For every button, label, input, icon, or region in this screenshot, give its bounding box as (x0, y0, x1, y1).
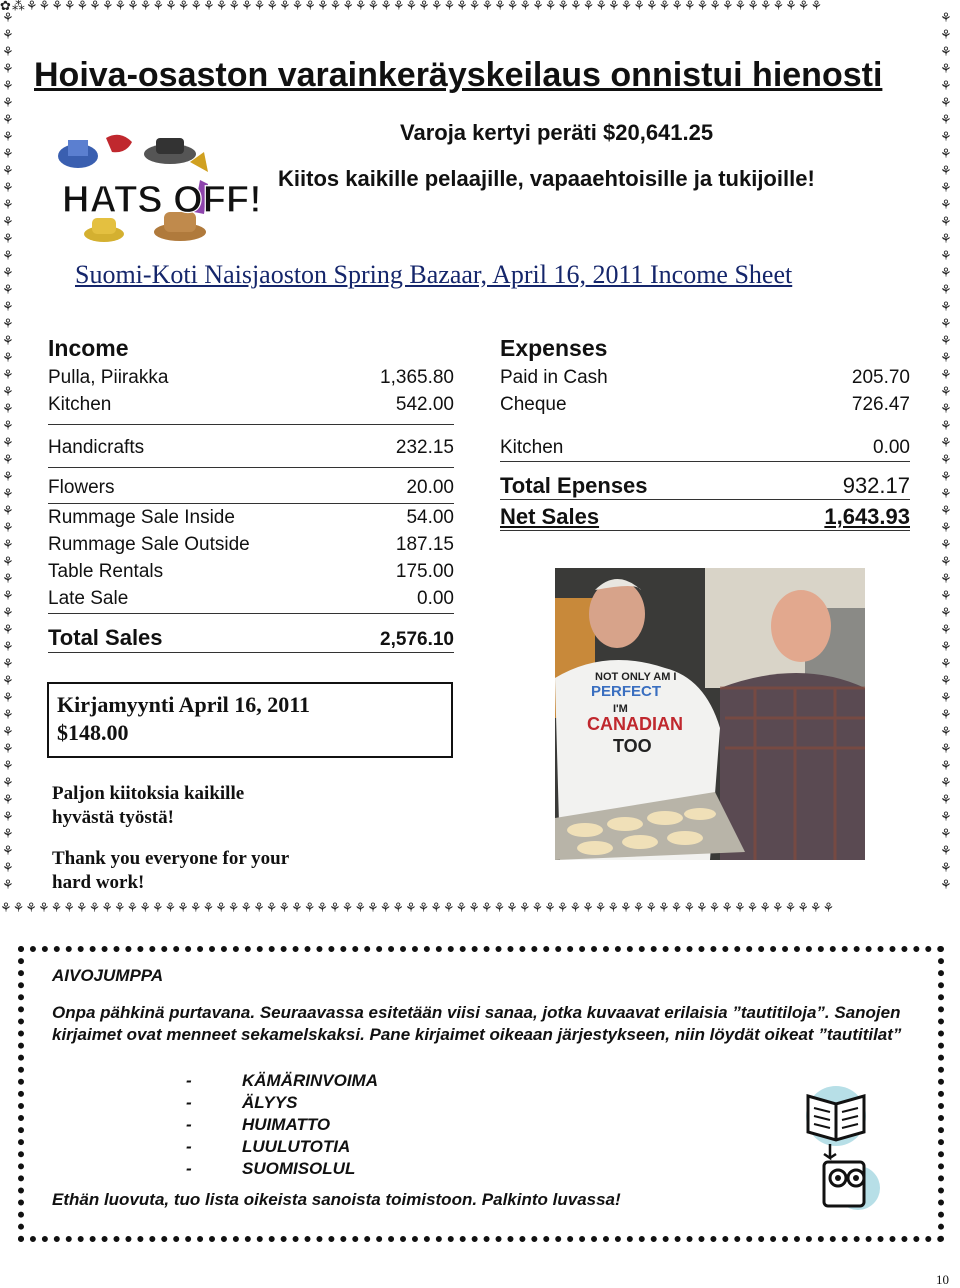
expense-row (500, 437, 910, 462)
vine-border-bottom: ⚘⚘⚘⚘⚘⚘⚘⚘⚘⚘⚘⚘⚘⚘⚘⚘⚘⚘⚘⚘⚘⚘⚘⚘⚘⚘⚘⚘⚘⚘⚘⚘⚘⚘⚘⚘⚘⚘⚘⚘⚘⚘⚘⚘⚘⚘⚘⚘⚘⚘⚘⚘⚘⚘⚘⚘⚘⚘⚘⚘⚘⚘⚘⚘⚘⚘ (0, 901, 836, 916)
net-sales-label: Net Sales (500, 504, 600, 529)
net-sales-value: 1,643.93 (824, 504, 910, 529)
book-sale-amount: $148.00 (57, 720, 129, 745)
hats-off-logo-icon (50, 132, 262, 246)
income-label: Rummage Sale Inside (48, 507, 235, 528)
income-value: 232.15 (395, 437, 454, 458)
total-expenses-row (500, 473, 910, 500)
funds-raised-text: Varoja kertyi peräti $20,641.25 (400, 120, 714, 145)
scrambled-word-text: ÄLYYS (242, 1093, 298, 1112)
book-sale-title: Kirjamyynti April 16, 2011 (57, 692, 310, 717)
income-value: 0.00 (417, 588, 454, 609)
vine-border-right: ⚘⚘⚘⚘⚘⚘⚘⚘⚘⚘⚘⚘⚘⚘⚘⚘⚘⚘⚘⚘⚘⚘⚘⚘⚘⚘⚘⚘⚘⚘⚘⚘⚘⚘⚘⚘⚘⚘⚘⚘⚘⚘⚘⚘⚘⚘⚘⚘⚘⚘⚘⚘ (940, 11, 952, 893)
reader-icon (800, 1082, 882, 1210)
brain-teaser-closing: Ethän luovuta, tuo lista oikeista sanoista toimistoon. Palkinto luvassa! (52, 1190, 621, 1209)
income-sheet-title: Suomi-Koti Naisjaoston Spring Bazaar, April 16, 2011 Income Sheet (75, 260, 793, 289)
income-row (48, 561, 454, 583)
scrambled-word-text: HUIMATTO (242, 1115, 331, 1134)
expense-value: 205.70 (851, 367, 910, 388)
income-value: 1,365.80 (380, 367, 454, 388)
income-label: Kitchen (48, 394, 112, 415)
scrambled-word-text: SUOMISOLUL (242, 1159, 356, 1178)
thanks-note-finnish-line2: hyvästä työstä! (52, 807, 174, 828)
income-row (48, 437, 454, 468)
income-value: 542.00 (395, 394, 454, 415)
scrambled-word: - KÄMÄRINVOIMA (186, 1071, 378, 1090)
expenses-heading: Expenses (500, 335, 608, 361)
income-label: Handicrafts (48, 437, 145, 458)
income-row (48, 477, 454, 504)
logo-text: HATS OFF! (62, 179, 262, 221)
headline: Hoiva-osaston varainkeräyskeilaus onnistui hienosti (34, 56, 883, 94)
thanks-note-finnish-line1: Paljon kiitoksia kaikille (52, 783, 245, 804)
income-label: Rummage Sale Outside (48, 534, 250, 555)
income-row (48, 507, 454, 529)
thanks-note-english (52, 847, 289, 895)
expense-label: Cheque (500, 394, 567, 415)
thanks-note-english-line2: hard work! (52, 872, 145, 893)
income-heading: Income (48, 335, 129, 361)
thanks-text: Kiitos kaikille pelaajille, vapaaehtoisille ja tukijoille! (278, 166, 815, 191)
scrambled-words-list (186, 1070, 378, 1180)
shirt-text-4: CANADIAN (587, 714, 683, 734)
brain-teaser-title: AIVOJUMPPA (52, 966, 164, 985)
total-expenses-value: 932.17 (842, 473, 910, 498)
shirt-text-3: I'M (613, 703, 628, 715)
expense-row (500, 394, 910, 416)
vine-border-left: ⚘⚘⚘⚘⚘⚘⚘⚘⚘⚘⚘⚘⚘⚘⚘⚘⚘⚘⚘⚘⚘⚘⚘⚘⚘⚘⚘⚘⚘⚘⚘⚘⚘⚘⚘⚘⚘⚘⚘⚘⚘⚘⚘⚘⚘⚘⚘⚘⚘⚘⚘⚘ (2, 11, 14, 893)
scrambled-word-text: KÄMÄRINVOIMA (242, 1071, 378, 1090)
shirt-text-5: TOO (613, 736, 652, 756)
scrambled-word: - SUOMISOLUL (186, 1159, 356, 1178)
expense-value: 726.47 (851, 394, 910, 415)
income-label: Late Sale (48, 588, 129, 609)
expense-label: Kitchen (500, 437, 564, 458)
scrambled-word: - LUULUTOTIA (186, 1137, 351, 1156)
page-number: 10 (936, 1272, 949, 1287)
scrambled-word: - HUIMATTO (186, 1115, 331, 1134)
thanks-note-english-line1: Thank you everyone for your (52, 848, 290, 869)
income-value: 175.00 (395, 561, 454, 582)
shirt-text-2: PERFECT (591, 683, 662, 700)
total-sales-value: 2,576.10 (380, 629, 454, 650)
income-row (48, 588, 454, 614)
book-sale-box (47, 682, 453, 758)
scrambled-word: - ÄLYYS (186, 1093, 298, 1112)
income-value: 20.00 (406, 477, 454, 498)
net-sales-row (500, 504, 910, 531)
volunteers-photo (555, 568, 865, 860)
total-expenses-label: Total Epenses (500, 473, 648, 498)
vine-border-top: ✿⁂⚘⚘⚘⚘⚘⚘⚘⚘⚘⚘⚘⚘⚘⚘⚘⚘⚘⚘⚘⚘⚘⚘⚘⚘⚘⚘⚘⚘⚘⚘⚘⚘⚘⚘⚘⚘⚘⚘⚘⚘⚘⚘⚘⚘⚘⚘⚘⚘⚘⚘⚘⚘⚘⚘⚘⚘⚘⚘⚘⚘⚘⚘⚘ (0, 0, 824, 14)
brain-teaser-text: Onpa pähkinä purtavana. Seuraavassa esitetään viisi sanaa, jotka kuvaavat erilaisia ”tautitiloja”. Sanojen kirjaimet ovat menneet sekamelskaksi. Pane kirjaimet oikeaan järjestykseen, niin löydät oikeat ”tautitilat” (52, 1003, 902, 1044)
income-row (48, 394, 454, 425)
expense-value: 0.00 (873, 437, 910, 458)
income-label: Flowers (48, 477, 115, 498)
income-value: 54.00 (406, 507, 454, 528)
income-value: 187.15 (395, 534, 454, 555)
expense-row (500, 367, 910, 389)
income-label: Pulla, Piirakka (48, 367, 169, 388)
scrambled-word-text: LUULUTOTIA (242, 1137, 351, 1156)
total-sales-label: Total Sales (48, 625, 163, 650)
total-sales-row (48, 625, 454, 653)
income-row (48, 534, 454, 556)
thanks-note-finnish (52, 782, 244, 830)
income-row (48, 367, 454, 389)
expense-label: Paid in Cash (500, 367, 608, 388)
income-label: Table Rentals (48, 561, 164, 582)
shirt-text-1: NOT ONLY AM I (595, 671, 677, 683)
